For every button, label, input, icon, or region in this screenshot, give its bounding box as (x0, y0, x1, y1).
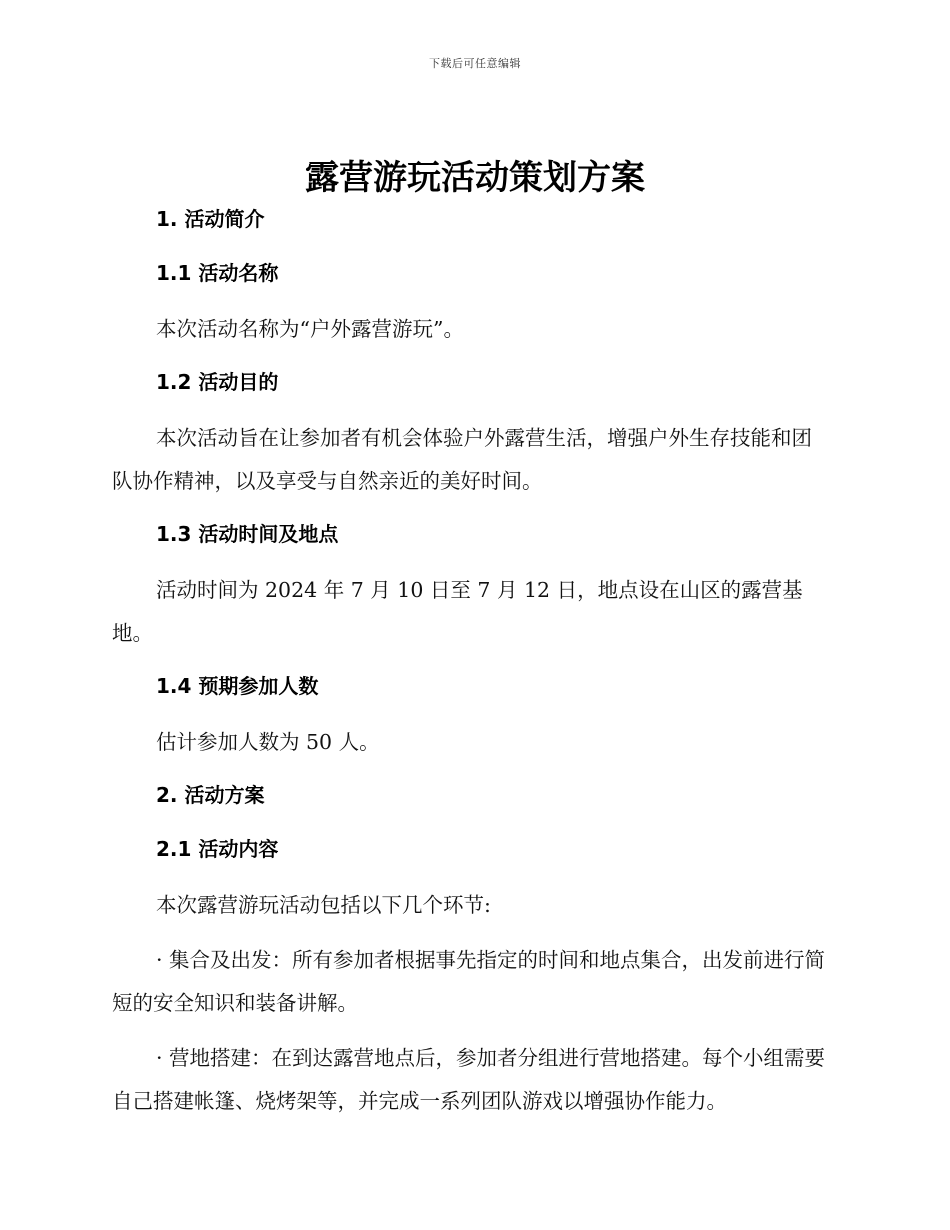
paragraph-participants: 估计参加人数为 50 人。 (156, 730, 380, 754)
paragraph-activity-purpose: 本次活动旨在让参加者有机会体验户外露营生活，增强户外生存技能和团队协作精神，以及享受与自然亲近的美好时间。 (112, 426, 812, 493)
paragraph-activity-name: 本次活动名称为“户外露营游玩”。 (156, 317, 464, 341)
section-heading-1-2: 1.2 活动目的 (156, 370, 279, 394)
document-body (112, 200, 832, 1123)
paragraph-time-location: 活动时间为 2024 年 7 月 10 日至 7 月 12 日，地点设在山区的露营基地。 (112, 578, 803, 645)
section-heading-1: 1. 活动简介 (156, 207, 265, 231)
header-note: 下载后可任意编辑 (429, 57, 521, 70)
section-heading-2-1: 2.1 活动内容 (156, 837, 279, 861)
bullet-camp-setup: · 营地搭建：在到达露营地点后，参加者分组进行营地搭建。每个小组需要自己搭建帐篷、烧烤架等，并完成一系列团队游戏以增强协作能力。 (112, 1046, 826, 1113)
section-heading-2: 2. 活动方案 (156, 783, 265, 807)
section-heading-1-1: 1.1 活动名称 (156, 261, 279, 285)
document-title: 露营游玩活动策划方案 (305, 158, 645, 198)
bullet-gathering-departure: · 集合及出发：所有参加者根据事先指定的时间和地点集合，出发前进行简短的安全知识和装备讲解。 (112, 948, 826, 1015)
section-heading-1-4: 1.4 预期参加人数 (156, 674, 319, 698)
section-heading-1-3: 1.3 活动时间及地点 (156, 522, 339, 546)
paragraph-activity-content: 本次露营游玩活动包括以下几个环节: (156, 893, 491, 917)
